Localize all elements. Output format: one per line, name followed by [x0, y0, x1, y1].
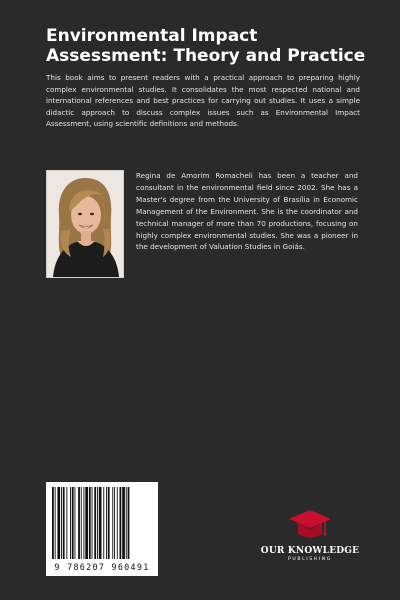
barcode-bar: [72, 487, 74, 559]
barcode-bar: [122, 487, 125, 559]
barcode-bar: [89, 487, 91, 559]
barcode-bar: [120, 487, 122, 559]
barcode-bar: [106, 487, 107, 559]
author-bio: Regina de Amorim Romacheli has been a teacher and consultant in the environmental field since 2002. She has a Master's degree from the University of Brasília in Economic Management of the Environment. She is the coordinator and technical manager of more than 70 productions, focusing on highly complex environmental studies. She was a pioneer in the development of Valuation Studies in Goiás.: [136, 171, 358, 252]
barcode-bar: [55, 487, 56, 559]
author-portrait: [47, 171, 123, 277]
barcode-bar: [81, 487, 82, 559]
barcode-bar: [78, 487, 80, 559]
barcode-bar: [112, 487, 113, 559]
barcode-bar: [57, 487, 60, 559]
barcode-bar: [103, 487, 104, 559]
barcode-bar: [85, 487, 88, 559]
barcode-bar: [94, 487, 96, 559]
barcode-bar: [128, 487, 130, 559]
graduation-cap-icon: [287, 508, 333, 544]
publisher-name: OUR KNOWLEDGE: [260, 546, 360, 556]
barcode-bar: [126, 487, 127, 559]
author-photo: [46, 170, 124, 278]
barcode-bar: [75, 487, 76, 559]
isbn-number: 9 786207 960491: [54, 562, 150, 572]
book-title: Environmental Impact Assessment: Theory and Practice: [46, 26, 366, 66]
barcode-bar: [108, 487, 110, 559]
publisher-subtitle: PUBLISHING: [288, 557, 332, 562]
barcode-bar: [114, 487, 115, 559]
barcode-bar: [61, 487, 62, 559]
barcode-bar: [92, 487, 93, 559]
barcode-bars: [52, 487, 152, 559]
isbn-barcode: [46, 482, 158, 576]
barcode-bar: [70, 487, 71, 559]
barcode-bar: [84, 487, 85, 559]
barcode-bar: [117, 487, 118, 559]
barcode-bar: [66, 487, 67, 559]
barcode-bar: [97, 487, 98, 559]
barcode-bar: [52, 487, 54, 559]
book-summary: This book aims to present readers with a practical approach to preparing highly complex environmental studies. It consolidates the most respected national and international references and best practices for carrying out studies. It uses a simple didactic approach to discuss complex issues such as Environmental Impact Assessment, using scientific definitions and methods.: [46, 73, 360, 129]
barcode-bar: [99, 487, 102, 559]
publisher-logo-block: [258, 508, 362, 562]
barcode-bar: [63, 487, 65, 559]
